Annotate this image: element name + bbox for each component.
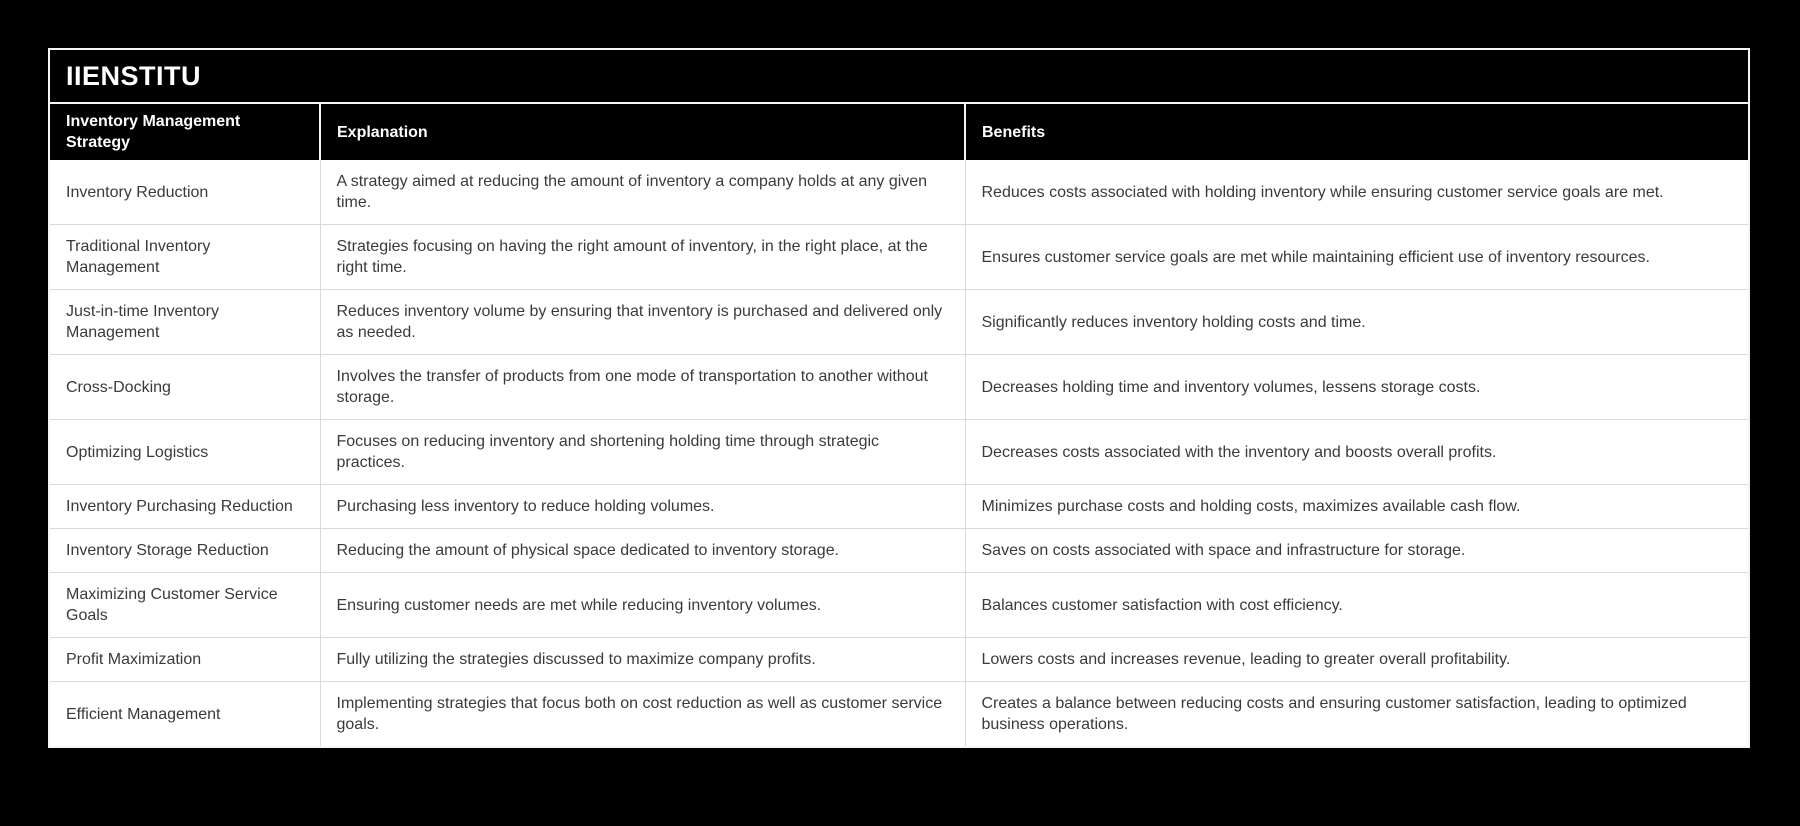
- column-header-explanation: Explanation: [320, 104, 965, 160]
- table-row: [50, 225, 1748, 290]
- benefits-cell: Minimizes purchase costs and holding costs, maximizes available cash flow.: [965, 485, 1748, 529]
- strategy-cell: Maximizing Customer Service Goals: [50, 573, 320, 638]
- benefits-cell: Ensures customer service goals are met while maintaining efficient use of inventory resources.: [965, 225, 1748, 290]
- strategy-cell: Traditional Inventory Management: [50, 225, 320, 290]
- strategy-cell: Efficient Management: [50, 682, 320, 747]
- explanation-cell: Focuses on reducing inventory and shortening holding time through strategic practices.: [320, 420, 965, 485]
- table-header: [50, 104, 1748, 160]
- explanation-cell: Involves the transfer of products from one mode of transportation to another without storage.: [320, 355, 965, 420]
- explanation-cell: Strategies focusing on having the right amount of inventory, in the right place, at the right time.: [320, 225, 965, 290]
- explanation-cell: Reduces inventory volume by ensuring that inventory is purchased and delivered only as needed.: [320, 290, 965, 355]
- table-row: [50, 160, 1748, 225]
- benefits-cell: Reduces costs associated with holding inventory while ensuring customer service goals are met.: [965, 160, 1748, 225]
- benefits-cell: Saves on costs associated with space and infrastructure for storage.: [965, 529, 1748, 573]
- inventory-strategies-table: [50, 104, 1748, 746]
- strategy-cell: Optimizing Logistics: [50, 420, 320, 485]
- table-body: [50, 160, 1748, 746]
- brand-title: IIENSTITU: [66, 61, 202, 91]
- strategy-cell: Cross-Docking: [50, 355, 320, 420]
- table-row: [50, 638, 1748, 682]
- strategy-cell: Inventory Reduction: [50, 160, 320, 225]
- table-row: [50, 485, 1748, 529]
- column-header-strategy: Inventory Management Strategy: [50, 104, 320, 160]
- explanation-cell: Fully utilizing the strategies discussed to maximize company profits.: [320, 638, 965, 682]
- brand-bar: [50, 50, 1748, 104]
- table-row: [50, 355, 1748, 420]
- strategy-cell: Inventory Storage Reduction: [50, 529, 320, 573]
- explanation-cell: Reducing the amount of physical space dedicated to inventory storage.: [320, 529, 965, 573]
- table-row: [50, 682, 1748, 747]
- benefits-cell: Balances customer satisfaction with cost efficiency.: [965, 573, 1748, 638]
- table-row: [50, 290, 1748, 355]
- explanation-cell: Purchasing less inventory to reduce holding volumes.: [320, 485, 965, 529]
- benefits-cell: Decreases holding time and inventory volumes, lessens storage costs.: [965, 355, 1748, 420]
- header-row: [50, 104, 1748, 160]
- strategy-cell: Just-in-time Inventory Management: [50, 290, 320, 355]
- strategy-cell: Inventory Purchasing Reduction: [50, 485, 320, 529]
- benefits-cell: Significantly reduces inventory holding costs and time.: [965, 290, 1748, 355]
- benefits-cell: Creates a balance between reducing costs and ensuring customer satisfaction, leading to optimized business operations.: [965, 682, 1748, 747]
- table-row: [50, 529, 1748, 573]
- explanation-cell: Implementing strategies that focus both on cost reduction as well as customer service goals.: [320, 682, 965, 747]
- table-row: [50, 573, 1748, 638]
- table-row: [50, 420, 1748, 485]
- explanation-cell: A strategy aimed at reducing the amount of inventory a company holds at any given time.: [320, 160, 965, 225]
- column-header-benefits: Benefits: [965, 104, 1748, 160]
- explanation-cell: Ensuring customer needs are met while reducing inventory volumes.: [320, 573, 965, 638]
- strategy-cell: Profit Maximization: [50, 638, 320, 682]
- benefits-cell: Lowers costs and increases revenue, leading to greater overall profitability.: [965, 638, 1748, 682]
- inventory-table-card: [48, 48, 1750, 748]
- benefits-cell: Decreases costs associated with the inventory and boosts overall profits.: [965, 420, 1748, 485]
